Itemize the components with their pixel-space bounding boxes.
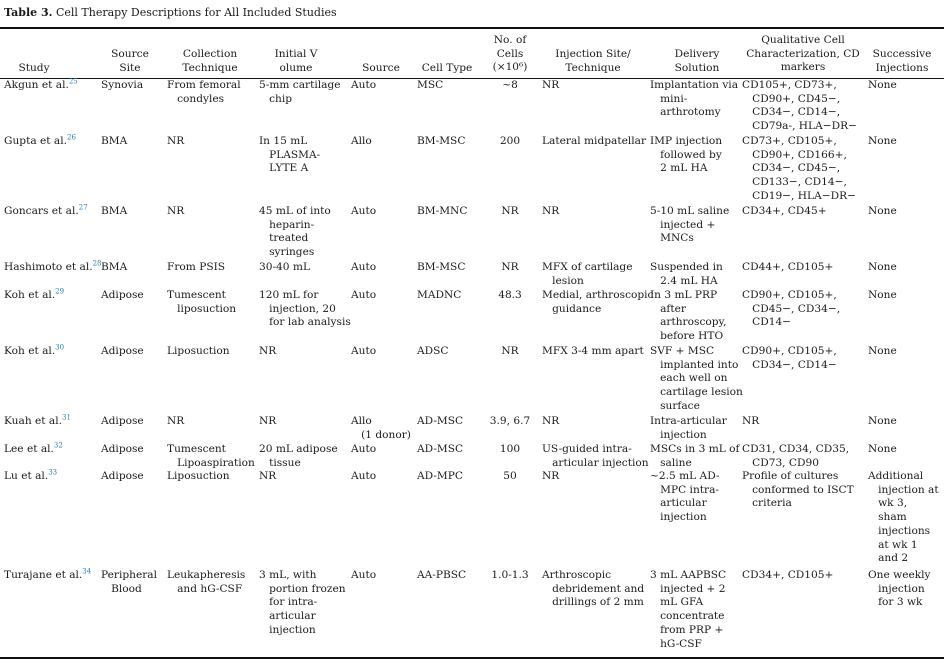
- study-name: Goncars et al.: [4, 205, 79, 217]
- source-site-cell: BMA: [101, 135, 128, 147]
- reference-link[interactable]: 25: [68, 77, 78, 86]
- delivery-solution-cell: Intra-articular injection: [650, 415, 727, 441]
- source-site-cell: Peripheral Blood: [101, 569, 158, 595]
- source-cell: Auto: [351, 470, 377, 482]
- reference-link[interactable]: 32: [53, 441, 63, 450]
- study-cell: [4, 443, 63, 457]
- cd-markers-cell: CD31, CD34, CD35, CD73, CD90: [742, 443, 850, 469]
- study-name: Turajane et al.: [4, 569, 83, 581]
- cell-type-cell: AD-MPC: [417, 470, 464, 482]
- header-initial-volume: Initial V olume: [274, 48, 318, 74]
- collection-technique-cell: From PSIS: [167, 261, 226, 273]
- no-of-cells-cell: 48.3: [498, 289, 522, 301]
- no-of-cells-cell: NR: [501, 205, 519, 217]
- no-of-cells-cell: ~8: [502, 79, 518, 91]
- successive-injections-cell: None: [868, 345, 897, 357]
- delivery-solution-cell: ~2.5 mL AD- MPC intra- articular injection: [650, 470, 720, 524]
- no-of-cells-cell: NR: [501, 261, 519, 273]
- study-name: Lee et al.: [4, 443, 54, 455]
- cell-type-cell: BM-MSC: [417, 135, 466, 147]
- collection-technique-cell: Liposuction: [167, 470, 230, 482]
- source-cell: Auto: [351, 205, 377, 217]
- injection-site-cell: MFX of cartilage lesion: [542, 261, 633, 287]
- initial-volume-cell: NR: [259, 470, 277, 482]
- delivery-solution-cell: MSCs in 3 mL of saline: [650, 443, 740, 469]
- study-name: Hashimoto et al.: [4, 261, 93, 273]
- delivery-solution-cell: 5-10 mL saline injected + MNCs: [650, 205, 730, 245]
- delivery-solution-cell: SVF + MSC implanted into each well on cartilage lesion surface: [650, 345, 743, 412]
- delivery-solution-cell: Suspended in 2.4 mL HA: [650, 261, 723, 287]
- table-caption: [4, 6, 337, 19]
- reference-link[interactable]: 28: [92, 259, 102, 268]
- cd-markers-cell: CD73+, CD105+, CD90+, CD166+, CD34−, CD45−, CD133−, CD14−, CD19−, HLA−DR−: [742, 135, 856, 202]
- collection-technique-cell: Leukapheresis and hG-CSF: [167, 569, 246, 595]
- cell-type-cell: AA-PBSC: [417, 569, 467, 581]
- reference-link[interactable]: 27: [78, 203, 88, 212]
- successive-injections-cell: None: [868, 261, 897, 273]
- source-site-cell: Synovia: [101, 79, 144, 91]
- header-delivery-solution: Delivery Solution: [674, 48, 720, 74]
- source-cell: Auto: [351, 569, 377, 581]
- study-cell: [4, 205, 88, 219]
- initial-volume-cell: 45 mL of into heparin- treated syringes: [259, 205, 331, 259]
- header-source-site: Source Site: [111, 48, 149, 74]
- successive-injections-cell: None: [868, 289, 897, 301]
- no-of-cells-cell: 3.9, 6.7: [489, 415, 531, 427]
- header-no-of-cells: No. of Cells (×10⁶): [492, 34, 528, 74]
- cd-markers-cell: CD90+, CD105+, CD45−, CD34−, CD14−: [742, 289, 841, 329]
- injection-site-cell: NR: [542, 79, 560, 91]
- initial-volume-cell: 120 mL for injection, 20 for lab analysis: [259, 289, 351, 329]
- cd-markers-cell: CD34+, CD105+: [742, 569, 834, 581]
- header-source: Source: [362, 62, 400, 74]
- header-cd-markers: Qualitative Cell Characterization, CD markers: [746, 34, 860, 74]
- cd-markers-cell: CD105+, CD73+, CD90+, CD45−, CD34−, CD14−, CD79a-, HLA−DR−: [742, 79, 857, 133]
- study-cell: [4, 261, 102, 275]
- initial-volume-cell: 3 mL, with portion frozen for intra- articular injection: [259, 569, 346, 636]
- injection-site-cell: MFX 3-4 mm apart: [542, 345, 644, 357]
- initial-volume-cell: 5-mm cartilage chip: [259, 79, 341, 105]
- successive-injections-cell: None: [868, 79, 897, 91]
- reference-link[interactable]: 34: [82, 567, 92, 576]
- successive-injections-cell: Additional injection at wk 3, sham injections at wk 1 and 2: [868, 470, 939, 565]
- injection-site-cell: NR: [542, 205, 560, 217]
- successive-injections-cell: None: [868, 443, 897, 455]
- table-label: Table 3.: [4, 6, 53, 19]
- collection-technique-cell: Liposuction: [167, 345, 230, 357]
- study-cell: [4, 135, 76, 149]
- source-cell: Auto: [351, 79, 377, 91]
- source-cell: Auto: [351, 345, 377, 357]
- study-cell: [4, 569, 91, 583]
- header-successive-injections: Successive Injections: [872, 48, 932, 74]
- source-cell: Auto: [351, 443, 377, 455]
- study-name: Lu et al.: [4, 470, 49, 482]
- source-site-cell: Adipose: [101, 443, 144, 455]
- cell-type-cell: AD-MSC: [417, 443, 464, 455]
- study-cell: [4, 79, 78, 93]
- study-name: Koh et al.: [4, 345, 56, 357]
- cd-markers-cell: NR: [742, 415, 760, 427]
- initial-volume-cell: In 15 mL PLASMA- LYTE A: [259, 135, 321, 175]
- delivery-solution-cell: In 3 mL PRP after arthroscopy, before HTO: [650, 289, 727, 343]
- no-of-cells-cell: 50: [503, 470, 517, 482]
- reference-link[interactable]: 31: [61, 413, 71, 422]
- study-cell: [4, 289, 64, 303]
- study-name: Koh et al.: [4, 289, 56, 301]
- injection-site-cell: Arthroscopic debridement and drillings of 2 mm: [542, 569, 645, 609]
- reference-link[interactable]: 26: [66, 133, 76, 142]
- source-site-cell: BMA: [101, 205, 128, 217]
- cd-markers-cell: Profile of cultures conformed to ISCT criteria: [742, 470, 854, 510]
- delivery-solution-cell: IMP injection followed by 2 mL HA: [650, 135, 723, 175]
- cell-type-cell: MSC: [417, 79, 444, 91]
- no-of-cells-cell: 200: [499, 135, 521, 147]
- successive-injections-cell: None: [868, 205, 897, 217]
- top-rule: [0, 27, 944, 29]
- source-site-cell: Adipose: [101, 345, 144, 357]
- initial-volume-cell: 30-40 mL: [259, 261, 310, 273]
- study-name: Kuah et al.: [4, 415, 62, 427]
- collection-technique-cell: NR: [167, 205, 185, 217]
- header-study: Study: [18, 62, 50, 74]
- header-cell-type: Cell Type: [421, 62, 473, 74]
- study-cell: [4, 470, 57, 484]
- source-cell: Auto: [351, 261, 377, 273]
- successive-injections-cell: One weekly injection for 3 wk: [868, 569, 931, 609]
- source-cell: Allo (1 donor): [351, 415, 411, 441]
- cell-type-cell: BM-MNC: [417, 205, 468, 217]
- source-site-cell: Adipose: [101, 289, 144, 301]
- delivery-solution-cell: Implantation via mini- arthrotomy: [650, 79, 739, 119]
- source-cell: Allo: [351, 135, 372, 147]
- cell-type-cell: BM-MSC: [417, 261, 466, 273]
- injection-site-cell: US-guided intra- articular injection: [542, 443, 649, 469]
- source-site-cell: Adipose: [101, 470, 144, 482]
- injection-site-cell: NR: [542, 470, 560, 482]
- collection-technique-cell: Tumescent Lipoaspiration: [167, 443, 255, 469]
- cd-markers-cell: CD44+, CD105+: [742, 261, 834, 273]
- delivery-solution-cell: 3 mL AAPBSC injected + 2 mL GFA concentrate from PRP + hG-CSF: [650, 569, 727, 650]
- header-injection-site: Injection Site/ Technique: [555, 48, 631, 74]
- no-of-cells-cell: NR: [501, 345, 519, 357]
- injection-site-cell: Lateral midpatellar: [542, 135, 647, 147]
- header-collection-technique: Collection Technique: [182, 48, 238, 74]
- study-cell: [4, 415, 71, 429]
- study-name: Gupta et al.: [4, 135, 67, 147]
- injection-site-cell: NR: [542, 415, 560, 427]
- initial-volume-cell: 20 mL adipose tissue: [259, 443, 338, 469]
- collection-technique-cell: NR: [167, 415, 185, 427]
- no-of-cells-cell: 100: [499, 443, 521, 455]
- injection-site-cell: Medial, arthroscopic guidance: [542, 289, 654, 315]
- reference-link[interactable]: 33: [48, 468, 58, 477]
- cd-markers-cell: CD34+, CD45+: [742, 205, 827, 217]
- source-cell: Auto: [351, 289, 377, 301]
- cell-type-cell: MADNC: [417, 289, 462, 301]
- successive-injections-cell: None: [868, 415, 897, 427]
- cell-type-cell: ADSC: [417, 345, 449, 357]
- source-site-cell: Adipose: [101, 415, 144, 427]
- study-name: Akgun et al.: [4, 79, 69, 91]
- initial-volume-cell: NR: [259, 345, 277, 357]
- reference-link[interactable]: 29: [55, 287, 65, 296]
- table-title: Cell Therapy Descriptions for All Included Studies: [55, 6, 337, 19]
- collection-technique-cell: Tumescent liposuction: [167, 289, 237, 315]
- bottom-rule: [0, 657, 944, 659]
- collection-technique-cell: From femoral condyles: [167, 79, 241, 105]
- collection-technique-cell: NR: [167, 135, 185, 147]
- cd-markers-cell: CD90+, CD105+, CD34−, CD14−: [742, 345, 837, 371]
- source-site-cell: BMA: [101, 261, 128, 273]
- initial-volume-cell: NR: [259, 415, 277, 427]
- study-cell: [4, 345, 64, 359]
- cell-type-cell: AD-MSC: [417, 415, 464, 427]
- reference-link[interactable]: 30: [55, 343, 65, 352]
- no-of-cells-cell: 1.0-1.3: [491, 569, 529, 581]
- successive-injections-cell: None: [868, 135, 897, 147]
